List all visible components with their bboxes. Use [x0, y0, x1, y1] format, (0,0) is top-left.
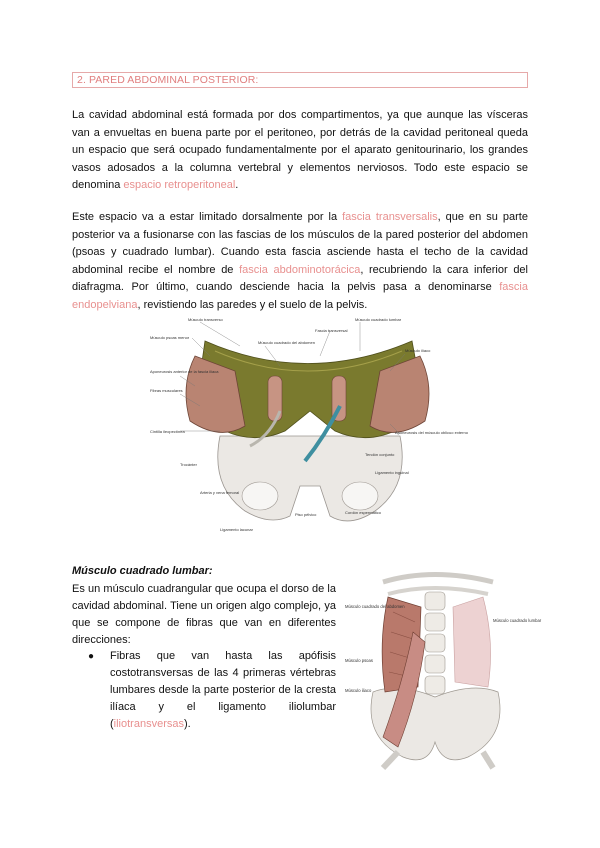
- fig1-label-15: Ligamento lacunar: [220, 527, 253, 532]
- fig2-label-3: Músculo psoas: [345, 658, 373, 663]
- paragraph-fascias: [72, 209, 528, 314]
- term-fascia-endopelviana: fascia endopelviana: [72, 281, 528, 311]
- para1-text-b: .: [235, 179, 239, 191]
- term-fascia-abdominotoracica: fascia abdominotorácica: [239, 263, 361, 276]
- quadratus-lumborum-muscle-right: [453, 597, 491, 687]
- fig1-label-10: Tendón conjunto: [365, 452, 395, 457]
- fig1-label-5: Músculo cuadrado lumbar: [355, 317, 402, 322]
- bullet-text: [110, 648, 336, 733]
- fig1-label-8: Fibras musculares: [150, 388, 183, 393]
- posterior-abdominal-wall-illustration: [150, 316, 468, 542]
- fig1-label-16: Piso pélvico: [295, 512, 317, 517]
- pelvis-bone-shape: [218, 436, 402, 521]
- fig1-label-6: Músculo ilíaco: [405, 348, 431, 353]
- fig2-label-4: Músculo iliaco: [345, 688, 372, 693]
- fig1-label-3: Fascia transversal: [315, 328, 348, 333]
- bullet1-text-2: ).: [183, 718, 191, 730]
- term-iliotransversas: iliotransversas: [113, 718, 184, 730]
- section-title: 2. PARED ABDOMINAL POSTERIOR:: [77, 74, 259, 86]
- para2-text-2: , que en su parte posterior va a fusionarse con las fascias de los músculos de la pared posterior del abdomen (psoas y cuadrado lumbar). Cuando esta fascia asciende hasta el techo de la cavidad abdominal recibe el nombre de: [72, 211, 528, 276]
- subheading-cuadrado-lumbar: Músculo cuadrado lumbar:: [72, 565, 213, 577]
- fig1-label-9: Cintilla ileopectínea: [150, 429, 185, 434]
- term-fascia-transversalis: fascia transversalis: [342, 211, 438, 223]
- fig1-label-12: Aponeurosis del músculo oblicuo externo: [395, 430, 468, 435]
- fig1-label-14: Arteria y vena femoral: [200, 490, 240, 495]
- term-espacio-retroperitoneal: espacio retroperitoneal: [123, 179, 236, 191]
- fig2-label-2: Músculo cuadrado lumbar: [493, 618, 542, 623]
- fig1-label-11: Trocánter: [180, 462, 197, 467]
- bullet-icon: ●: [88, 651, 95, 662]
- para2-text-4: , revistiendo las paredes y el suelo de la pelvis.: [137, 298, 368, 311]
- para1-text-a: La cavidad abdominal está formada por dos compartimentos, ya que aunque las vísceras van a envueltas en buena parte por el peritoneo, por detrás de la cavidad peritoneal queda un espacio que será ocupado fundamentalmente por el aparato genitourinario, los grandes vasos adosados a la columna vertebral y elementos nerviosos. Todo este espacio se denomina: [72, 109, 528, 191]
- lumbar-spine: [425, 592, 445, 694]
- para2-text-3: , recubriendo la cara inferior del diafragma. Por último, cuando desciende hacia la pelvis pasa a denominarse: [72, 263, 528, 293]
- rib-top: [383, 575, 493, 583]
- femur-heads: [383, 752, 493, 768]
- section-title-box: [72, 72, 528, 88]
- bullet1-text-1: Fibras que van hasta las apófisis costotransversas de las 4 primeras vértebras lumbares desde la parte posterior de la cresta ilíaca y el ligamento iliolumbar (: [110, 650, 336, 730]
- fig2-label-1: Músculo cuadrado del abdomen: [345, 604, 405, 609]
- fig1-label-1: Músculo transverso: [188, 317, 223, 322]
- paragraph-retroperitoneal: [72, 107, 528, 195]
- fig1-label-17: Cordón espermático: [345, 510, 382, 515]
- cuadrado-lumbar-description: Es un músculo cuadrangular que ocupa el dorso de la cavidad abdominal. Tiene un origen algo complejo, ya que se compone de fibras que van en diferentes direcciones:: [72, 583, 336, 646]
- obturator-foramen-left: [242, 482, 278, 510]
- obturator-foramen-right: [342, 482, 378, 510]
- fig1-label-2: Músculo psoas menor: [150, 335, 190, 340]
- fig1-label-13: Ligamento inguinal: [375, 470, 409, 475]
- para2-text-1: Este espacio va a estar limitado dorsalmente por la: [72, 211, 343, 223]
- fig1-label-7: Aponeurosis anterior de la fascia iliaca: [150, 369, 219, 374]
- quadratus-lumborum-illustration: [343, 572, 542, 768]
- fig1-label-4: Músculo cuadrado del abdomen: [258, 340, 315, 345]
